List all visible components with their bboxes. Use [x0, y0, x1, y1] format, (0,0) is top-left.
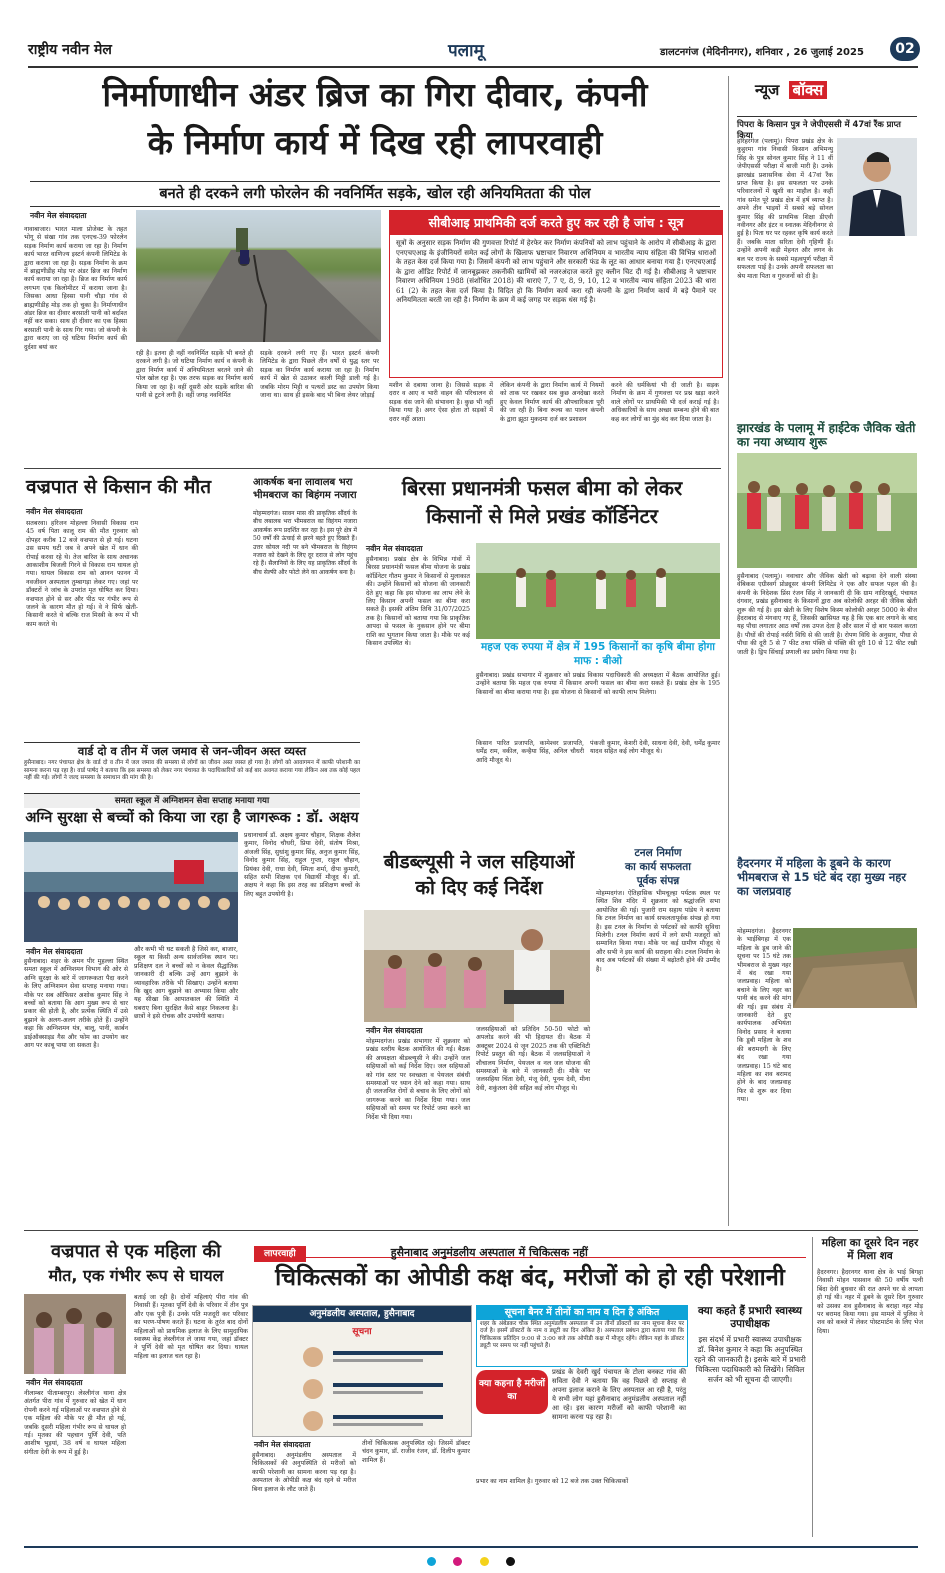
ward-text: हुसैनाबाद। नगर पंचायत क्षेत्र के वार्ड दो व तीन में जल जमाव की समस्या से लोगों का जीवन अस्त व्यस्त हो गया है। लोगों को आवागमन में काफी परेशानी का सामना करना पड़ रहा है। वार्ड पार्षद ने बताया कि इस समस्या को लेकर नगर पंचायत के पदाधिकारियों को कई बार अवगत कराया गया लेकिन अब तक कोई पहल नहीं की गई। लोगों ने जल्द समस्या के समाधान की मांग की है।	[24, 760, 360, 782]
fasal-names: किसान पारित प्रजापति, कामेश्वर प्रजापति, धर्मेंद्र राम, वकील, कन्हैया सिंह, अनिल चौधरी आदि मौजूद थे।	[476, 740, 584, 764]
lead-column-3: सड़के दरकने लगी गए हैं। भारत इस्टर्न कंपनी लिमिटेड के द्वारा पिछले तीन वर्षों से युद्ध स्तर पर सड़क का निर्माण कार्य कराया जा रहा है। निर्माण कार्य में खेत से उठाकर काली मिट्टी डाली गई है। जबकि मोरम मिट्टी व पत्थरों डस्ट का उपयोग किया जाना था। साथ ही इसके बाद भी बिना लेयर जोड़ाई	[260, 350, 379, 400]
meeting-illustration	[364, 910, 590, 1022]
news-box-label-right: बॉक्स	[789, 81, 828, 99]
thunder-byline: नवीन मेल संवाददाता	[26, 507, 83, 516]
lead-column-6: करने की धर्मकियां भी दी जाती है। सड़क निर्माण के क्रम में गुणवत्ता पर प्रश्न खड़ा करने वाले लोगों पर प्राथमिकी भी दर्ज कराई गई है। अधिकारियों के साथ अच्छा सम्बन्ध होने की बात कह कर लोगों का मुंह बंद कर दिया जाता है।	[611, 382, 719, 423]
tunnel-head-3: पूर्वक संपन्न	[636, 875, 680, 887]
fire-col3: प्रधानाचार्य डॉ. अक्षय कुमार चौहान, शिक्षक शैलेश कुमार, विनोद चौधरी, प्रिया देवी, संतोष मिश्रा, अंजली सिंह, सुधांशु कुमार सिंह, अनुज कुमार सिंह, विनोद कुमार सिंह, राहुल गुप्ता, राहुल चौहान, प्रियंका देवी, राधा देवी, स्मिता शर्मा, दीपा कुमारी, सहित सभी शिक्षक एवं विद्यार्थी मौजूद थे। डॉ. अक्षय ने कहा कि इस तरह का प्रशिक्षण बच्चों के लिए बहुत उपयोगी है।	[244, 832, 360, 898]
poster-title: अनुमंडलीय अस्पताल, हुसैनाबाद	[253, 1306, 471, 1322]
story3-text-cont	[737, 1011, 917, 1231]
fire-col1: हुसैनाबाद। शहर के अमन पीर मुहल्ला स्थित समता स्कूल में अग्निशमन विभाग की ओर से अग्नि सुरक्षा के बारे में जागरूकता पैदा करने के लिए अग्निशमन सेवा सप्ताह मनाया गया। मौके पर सब ऑफिसर अशोक कुमार सिंह ने बच्चों को बताया कि आग मुख्य रूप से चार प्रकार की होती है, और प्रत्येक स्थिति में उसे बुझाने के अलग-अलग तरीके होते हैं। उन्होंने कहा कि अग्निशमन यंत्र, बालू, पानी, कार्बन डाईऑक्साइड गैस और फोम का उपयोग कर आग पर काबू पाया जा सकता है।	[24, 958, 128, 1050]
lead-column-4: मशीन से दबाया जाना है। जिससे सड़क में दरार व आए व भारी वाहन की परिचालन से सड़क धंस जाने की संभावना है। कुछ भी नहीं किया गया है। अगर ऐसा होता तो सड़कों में दरार नहीं आता।	[389, 382, 493, 423]
footer-bar	[24, 1546, 918, 1564]
cbi-box-text: सूत्रों के अनुसार सड़क निर्माण की गुणवत्ता रिपोर्ट में हेरफेर कर निर्माण कंपनियों को लाभ पहुंचाने के आरोप में सीबीआइ के द्वारा एनएचएआइ के इंजीनियरों समेत कई लोगों के खिलाफ भ्रष्टाचार निवारण अधिनियम व भारतीय न्याय संहिता की विभिन्न धाराओं के तहत केस दर्ज किया गया है। जिसमें कंपनी को लाभ पहुंचाने और सरकारी फंड के लूट का आधार बनाया गया है। एनएचएआई के द्वारा ऑडिट रिपोर्ट में जानबूझकर तकनीकी खामियों को नजरअंदाज करते हुए क्लीन चिट दी गई है। सीबीआइ ने भ्रष्टाचार निवारण अधिनियम 1988 (संशोधित 2018) की धाराएं 7, 7 ए, 8, 9, 10, 12 व भारतीय न्याय संहिता 2023 की धारा 61 (2) के तहत केस दर्ज किया है। विदित हो कि निर्माण कार्य करा रही कंपनी के द्वारा निर्माण कार्य में बड़े पैमाने पर अनियमितता बरती जा रही है। निर्माण के क्रम में कई जगह पर सड़क धंस गई है।	[396, 239, 716, 304]
lead-byline: नवीन मेल संवाददाता	[30, 211, 87, 220]
lead-column-5: लेकिन कंपनी के द्वारा निर्माण कार्य में नियमों को ताक पर रखकर सब कुछ अनदेखा करते हुए केवल निर्माण कार्य की औपचारिकता पूरी की जा रही है। बिना रूल्स का पालन कंपनी के द्वारा झूठा मुकदमा दर्ज कर प्रशासन	[500, 382, 604, 423]
woman-death-photo	[24, 1294, 126, 1374]
yellow-mark	[480, 1557, 489, 1566]
hospital-kicker-row	[254, 1241, 806, 1258]
story1-headline: पिपरा के किसान पुत्र ने जेपीएससी में 47वां रैंक प्राप्त किया	[737, 116, 917, 141]
story1-text: हरिहरगंज (पलामू)। पिपरा प्रखंड क्षेत्र के कुहुरमा गांव निवासी किसान अभिमन्यु सिंह के पुत्र सोनल कुमार सिंह ने 11 वीं जेपीएससी परीक्षा में बाजी मारी है। उनके झारखंड प्रशासनिक सेवा में 47वां रैंक प्राप्त किया है। इस सफलता पर उनके परिवारजनों में खुशी का माहौल है। कहीं गांव समेत पूरे प्रखंड क्षेत्र में हर्ष व्याप्त है। अपने तीन भाइयों में सबसे बड़े सोनल कुमार सिंह की प्राथमिक शिक्षा डीएवी नवीनगर और इंटर व स्नातक मेदिनीनगर से हुई है। पिता घर पर रहकर कृषि कार्य करते हैं। जबकि माता सरिता देवी गृहिणी हैं। उन्होंने अपनी कड़ी मेहनत और लगन के बल पर राज्य के सबसे महत्वपूर्ण परीक्षा में सफलता पाई है। उनके अपनी सफलता का श्रेय माता पिता व गुरुजनों को दी है।	[737, 138, 833, 280]
road-photo	[136, 210, 381, 342]
waterfall-text: मोहम्मदगंज। सावन मास की प्राकृतिक सौंदर्य के बीच लबालब भरा भीमबराज का विहंगम नजारा आकर्षक रूप प्रदर्शित कर रहा है। इस पूरे क्षेत्र में 50 वर्षों की ऊंचाई से झरने बहते हुए दिखते हैं। उत्तर कोयल नदी पर बने भीमबराज के विहंगम नजारा को देखने के लिए दूर दराज से लोग पहुंच रहे हैं। सैलानियों के लिए यह प्राकृतिक सौंदर्य के बीच सेल्फी और फोटो लेने का आकर्षण बना है।	[253, 510, 357, 576]
canal-illustration	[793, 928, 917, 1008]
thunder-text: सतबरवा। हरिजन मोहल्ला निवासी विकास राम 45 वर्ष पिता कालू राम की मौत गुरुवार को दोपहर करीब 12 बजे वज्रपात से हो गई। घटना उस समय घटी जब वे अपने खेत में धान की रोपाई करवा रहे थे। तेज बारिश के साथ अचानक आकाशीय बिजली गिरने से विकास राम घायल हो गया। घायल विकास राम को आनन फानन में नवजीवन अस्पताल तुम्बागड़ा लेकर गए। जहां पर डॉक्टरों ने जांच के उपरांत मृत घोषित कर दिया। वज्रपात होने से सर और पीठ पर गंभीर रूप से जलने के कारण मौत हो गई। वे ने सिर्फ खेती-किसानी करते थे बल्कि राज मिस्त्री के रूप में भी काम करते थे।	[26, 520, 138, 628]
fasal-headline-line1: बिरसा प्रधानमंत्री फसल बीमा को लेकर	[401, 476, 683, 500]
bdo-text-2: जलसहियाओं को प्रतिदिन 50-50 फोटो को अपलोड करने की भी हिदायत दी। बैठक में अक्टूबर 2024 से जून 2025 तक की एक्टिविटी रिपोर्ट प्रस्तुत की गई। बैठक में जलसहियाओं ने शौचालय निर्माण, पेयजल व नल जल योजना की समस्याओं के बारे में जानकारी दी। मौके पर जलसहिया चिंता देवी, मंजू देवी, पूनम देवी, मीना देवी, शकुंतला देवी सहित कई लोग मौजूद थे।	[476, 1026, 590, 1092]
bdo-headline-line1: बीडब्ल्यूसी ने जल सहियाओं	[383, 851, 575, 873]
fasal-byline: नवीन मेल संवाददाता	[366, 544, 423, 553]
story3-text: मोहम्मदगंज। हैदरनगर के भाईबिगहा में एक महिला के डूब जाने की सूचना पर 15 घंटे तक भीमबराज से मुख्य नहर में बंद रखा गया जलप्रवाह। महिला को बचाने के लिए नहर का पानी बंद करने की मांग की गई। इस संबंध में जानकारी देते हुए कार्यपालक अभियंता विनोद प्रसाद ने बताया कि डूबी महिला के शव की बरामदगी के लिए बंद रखा गया जलप्रवाह। 15 घंटे बाद महिला का शव बरामद होने के बाद जलप्रवाह फिर से शुरू कर दिया गया।	[737, 928, 791, 1104]
news-box	[728, 76, 919, 1226]
hospital-text-1: हुसैनाबाद। अनुमंडलीय अस्पताल में चिकित्सकों की अनुपस्थिति से मरीजों को काफी परेशानी का सामना करना पड़ रहा है। अस्पताल के ओपीडी कक्ष बंद रहने से मरीज बिना इलाज के लौट जाते हैं।	[252, 1452, 356, 1493]
woman-death-col2: बताई जा रही है। दोनों महिलाएं पीरा गांव की निवासी हैं। मृतका पूर्णि देवी के परिवार में तीन पुत्र और एक पुत्री हैं। उनके पति मजदूरी कर परिवार का भरण-पोषण करते हैं। घटना के तुरंत बाद दोनों महिलाओं को प्राथमिक इलाज के लिए सामुदायिक स्वास्थ्य केंद्र लेस्लीगंज ले जाया गया, जहां डॉक्टर ने पूर्णि देवी को मृत घोषित कर दिया। घायल महिला का इलाज चल रहा है।	[134, 1294, 248, 1360]
dateline: डालटनगंज (मेदिनीनगर), शनिवार , 26 जुलाई 2025	[660, 47, 864, 58]
news-box-label-left: न्यूज	[755, 81, 780, 99]
hospital-headline: चिकित्सकों का ओपीडी कक्ष बंद, मरीजों को हो रही परेशानी	[275, 1263, 785, 1291]
lead-headline-line1: निर्माणाधीन अंडर ब्रिज का गिरा दीवार, कंपनी	[102, 75, 648, 114]
school-illustration	[24, 832, 238, 942]
cyan-mark	[427, 1557, 436, 1566]
section-title: पलामू	[448, 41, 484, 61]
tunnel-text: मोहम्मदगंज। ऐतिहासिक भीमचूल्हा पर्यटक स्थल पर स्थित शिव मंदिर में शुक्रवार को श्रद्धांजलि सभा आयोजित की गई। पुजारी राम सहाय पांडेय ने बताया कि टनल निर्माण का कार्य सफलतापूर्वक संपन्न हो गया है। इस टनल के निर्माण से पर्यटकों को काफी सुविधा मिलेगी। टनल निर्माण कार्य में लगे सभी मजदूरों को सम्मानित किया गया। मौके पर कई ग्रामीण मौजूद थे और सभी ने इस कार्य की सराहना की। टनल निर्माण के बाद अब पर्यटकों की संख्या में बढ़ोतरी होने की उम्मीद है।	[596, 890, 720, 973]
masthead	[28, 36, 918, 68]
fasal-headline-line2: किसानों से मिले प्रखंड कॉर्डिनेटर	[426, 504, 658, 528]
registration-marks	[24, 1551, 918, 1570]
woman-found-box	[812, 1237, 923, 1537]
poster-faces	[253, 1337, 471, 1437]
thunder-headline: वज्रपात से किसान की मौत	[26, 476, 212, 498]
hospital-text-3: प्रभार का नाम शामिल है। गुरुवार को 12 बजे तक उक्त चिकित्सकों	[476, 1478, 629, 1485]
official-box	[694, 1305, 806, 1537]
fire-byline: नवीन मेल संवाददाता	[26, 947, 83, 956]
page-number: 02	[890, 37, 920, 61]
woman-found-text: हैदरनगर। हैदरनगर थाना क्षेत्र के भाई बिगहा निवासी मोहन पासवान की 50 वर्षीय पत्नी बिंदा देवी बुधवार की रात अपने घर से लापता हो गई थी। नहर में डूबने के दूसरे दिन गुरुवार को उसका शव हुसैनाबाद के बराहा नहर मोड़ पर बरामद किया गया। इस मामले में पुलिस ने शव को कब्जे में लेकर पोस्टमार्टम के लिए भेज दिया।	[817, 1269, 923, 1335]
patient-callout-text: क्या कहना है मरीजों का	[479, 1379, 545, 1402]
field-illustration	[476, 543, 720, 639]
lead-subhead	[30, 181, 720, 207]
bdo-headline-line2: को दिए कई निर्देश	[415, 877, 543, 899]
woman-death-headline-line1: वज्रपात से एक महिला की	[51, 1241, 221, 1262]
patient-callout	[476, 1370, 548, 1414]
hospital-kicker: लापरवाही	[254, 1246, 306, 1262]
woman-death-text: नीलाम्बर पीताम्बरपुर। लेस्लीगंज थाना क्षेत्र अंतर्गत पीरा गांव में गुरुवार को खेत में धान रोपनी करने गई महिलाओं पर वज्रपात होने से एक महिला की मौके पर ही मौत हो गई, जबकि दूसरी महिला गंभीर रूप से घायल हो गई। मृतका की पहचान पूर्णि देवी, पति आशीष भुइयां, 38 वर्ष व घायल महिला संगीता देवी के रूप में हुई है।	[24, 1390, 126, 1456]
fasal-text: हुसैनाबाद। प्रखंड क्षेत्र के विभिन्न गांवों में बिरसा प्रधानमंत्री फसल बीमा योजना के प्रखंड कॉर्डिनेटर गौतम कुमार ने किसानों से मुलाकात की। उन्होंने किसानों को योजना की जानकारी देते हुए कहा कि इस योजना का लाभ लेने के लिए किसान अपनी फसल का बीमा करा सकते हैं। इसकी अंतिम तिथि 31/07/2025 तक है। किसानों को बताया गया कि प्राकृतिक आपदा से फसल के नुकसान होने पर बीमा राशि का भुगतान किया जाता है। मौके पर कई किसान उपस्थित थे।	[366, 556, 470, 648]
lead-headline-line2: के निर्माण कार्य में दिख रही लापरवाही	[147, 123, 603, 162]
tunnel-head-2: का कार्य सफलता	[625, 861, 691, 873]
fire-photo	[24, 832, 238, 942]
waterfall-headline: आकर्षक बना लावालब भरा भीमबराज का बिहंगम नजारा	[253, 477, 357, 501]
fire-headline: अग्नि सुरक्षा से बच्चों को किया जा रहा है जागरूक : डॉ. अक्षय	[25, 810, 359, 826]
tunnel-head	[596, 846, 720, 888]
lead-column-2: रही है। इतना ही नहीं नवनिर्मित सड़कें भी बनते ही दरकने लगी है। जो घटिया निर्माण कार्य व कंपनी के द्वारा निर्माण कार्य में अनियमितता बरतने जाने की पोल खोल रहा है। एक तरफ सड़क का निर्माण कार्य किया जा रहा है। वहीं दूसरी ओर सड़कें बारिश की पानी से टूटने लगी हैं। वहीं जगह नवनिर्मित	[136, 350, 253, 400]
hospital-poster	[252, 1305, 472, 1437]
tunnel-head-1: टनल निर्माण	[634, 847, 682, 859]
farmers-illustration	[737, 453, 917, 568]
story2-text: हुसैनाबाद (पलामू)। नवाचार और जैविक खेती को बढ़ावा देने वाली संस्था वेबिकस एग्रीस्वर्ग प्रोड्यूसर कंपनी लिमिटेड ने एक और सफल पहल की है। कंपनी के निदेशक प्रिंस रंजन सिंह ने जानकारी दी कि ग्राम नादिरखुर्द, पंचायत दंगवार, प्रखंड हुसैनाबाद के किसानों द्वारा अब कोलोकी अरहर की जैविक खेती शुरू की गई है। इस खेती के लिए विशेष किस्म कोलोकी अरहर 5000 के बीज हैदराबाद से मंगवाए गए हैं, जिसकी खासियत यह है कि एक बार लगाने के बाद यह पौधा लगातार आठ वर्षों तक उपज देता है और साल में दो बार फसल करता है। पौधों की रोपाई नर्सरी विधि से की जाती है। रोपण विधि के अनुसार, पौधा से पौधा की दूरी 5 से 7 फीट तथा पंक्ति से पंक्ति की दूरी 10 से 12 फीट रखी जाती है। ड्रिप सिंचाई प्रणाली का प्रयोग किया गया है।	[737, 573, 917, 656]
magenta-mark	[453, 1557, 462, 1566]
official-headline: क्या कहते हैं प्रभारी स्वास्थ्य उपाधीक्षक	[698, 1305, 802, 1330]
hospital-byline: नवीन मेल संवाददाता	[254, 1440, 311, 1449]
black-mark	[506, 1557, 515, 1566]
story3-headline: हैदरनगर में महिला के डूबने के कारण भीमबराज से 15 घंटे बंद रहा मुख्य नहर का जलप्रवाह	[737, 856, 907, 898]
ward-box	[24, 742, 360, 791]
fire-kicker	[24, 793, 360, 808]
bdo-text: मोहम्मदगंज। प्रखंड सभागार में शुक्रवार को प्रखंड स्तरीय बैठक आयोजित की गई। बैठक की अध्यक्षता बीडब्ल्यूसी ने की। उन्होंने जल सहियाओं को कई निर्देश दिए। जल सहियाओं को गांव स्तर पर स्वच्छता व पेयजल संबंधी समस्याओं पर ध्यान देने को कहा गया। साथ ही जलजनित रोगों से बचाव के लिए लोगों को जागरूक करने का निर्देश दिया गया। जल सहियाओं को समय पर रिपोर्ट जमा करने का निर्देश भी दिया गया।	[366, 1038, 470, 1121]
bdo-photo	[364, 910, 590, 1022]
woman-death-byline: नवीन मेल संवाददाता	[26, 1378, 83, 1387]
story2-farmers-photo	[737, 453, 917, 568]
road-illustration	[136, 210, 381, 342]
hospital-text-2: तीनों चिकित्सक अनुपस्थित रहे। जिसमें डॉक्टर चंदन कुमार, डॉ. राजीव रंजन, डॉ. दिलीप कुमार शामिल हैं।	[362, 1440, 470, 1464]
cbi-box	[389, 210, 723, 378]
divider	[24, 468, 721, 469]
poster-sub: सूचना	[352, 1327, 372, 1337]
thunder-text-cont	[144, 508, 246, 738]
woman-found-headline: महिला का दूसरे दिन नहर में मिला शव	[821, 1237, 919, 1262]
official-text: इस संदर्भ में प्रभारी स्वास्थ्य उपाधीक्षक डॉ. बिनेश कुमार ने कहा कि अनुपस्थित रहने की जानकारी है। इसके बारे में प्रभारी चिकित्सा पदाधिकारी को लिखेंगे। सिविल सर्जन को भी सूचना दी जाएगी।	[694, 1335, 806, 1384]
story2-headline: झारखंड के पलामू में हाईटेक जैविक खेती का नया अध्याय शुरू	[737, 421, 916, 449]
fasal-photo-text: हुसैनाबाद। प्रखंड सभागार में शुक्रवार को प्रखंड विकास पदाधिकारी की अध्यक्षता में बैठक आयोजित हुई। उन्होंने बताया कि महज एक रुपया में किसान अपनी फसल का बीमा करा सकते हैं। प्रखंड क्षेत्र के 195 किसानों का बीमा कराया गया है। इस योजना से किसानों को काफी लाभ मिलेगा।	[476, 672, 720, 696]
fasal-names-2: पंकजी कुमार, केशरी देवी, साधना देवी, देवी, धर्मेंद्र कुमार यादव सहित कई लोग मौजूद थे।	[590, 740, 720, 756]
fasal-photo	[476, 543, 720, 639]
hospital-banner-title: सूचना बैनर में तीनों का नाम व दिन है अंकित	[477, 1306, 687, 1320]
news-box-label	[755, 80, 827, 100]
fasal-photo-caption: महज एक रुपया में क्षेत्र में 195 किसानों का कृषि बीमा होगा माफ : बीओ	[480, 641, 715, 667]
lead-subhead-text: बनते ही दरकने लगी फोरलेन की नवनिर्मित सड़के, खोल रही अनियमितता की पोल	[159, 186, 591, 202]
hospital-kicker-2: हुसैनाबाद अनुमंडलीय अस्पताल में चिकित्सक नहीं	[390, 1246, 588, 1259]
story1-portrait	[837, 138, 917, 236]
hospital-banner	[476, 1305, 688, 1367]
woman-death-headline-line2: मौत, एक गंभीर रूप से घायल	[48, 1266, 224, 1285]
fire-kicker-text: समता स्कूल में अग्निशमन सेवा सप्ताह मनाया गया	[114, 796, 270, 806]
portrait-illustration	[837, 138, 917, 236]
masthead-logo: राष्ट्रीय नवीन मेल	[28, 42, 112, 58]
divider-bottom	[24, 1230, 918, 1231]
crowd-illustration	[24, 1294, 126, 1374]
patient-callout-text-body: प्रखंड के देवरी खुर्द पंचायत के टोला बनकट गांव की सविता देवी ने बताया कि वह पिछले दो सप्ताह से अपना इलाज कराने के लिए अस्पताल आ रही है, परंतु ये सभी लोग यहां हुसैनाबाद अनुमंडलीय अस्पताल नहीं आ रहे। इस कारण मरीजों को काफी परेशानी का सामना करना पड़ रहा है।	[552, 1368, 686, 1421]
bdo-byline: नवीन मेल संवाददाता	[366, 1026, 423, 1035]
ward-headline: वार्ड दो व तीन में जल जमाव से जन-जीवन अस्त व्यस्त	[77, 744, 307, 758]
story1-text-cont	[737, 239, 917, 421]
hospital-banner-text: शहर के अंबेडकर चौक स्थित अनुमंडलीय अस्पताल में उन तीनों डॉक्टरों का नाम सूचना बैनर पर दर्ज है। इसमें डॉक्टरों के नाम व ड्यूटी का दिन अंकित है। अस्पताल प्रबंधन द्वारा बताया गया कि चिकित्सक प्रतिदिन 9:00 से 3:00 बजे तक ओपीडी कक्ष में मौजूद रहेंगे। लेकिन यहां के डॉक्टर ड्यूटी पर समय पर नहीं पहुंचते हैं।	[480, 1321, 684, 1350]
story3-canal-photo	[793, 928, 917, 1008]
fire-col2: और कभी भी घट सकती है जिसे कर, बाजार, स्कूल या किसी अन्य सार्वजनिक स्थान पर। प्रशिक्षण दल ने बच्चों को न केवल सैद्धांतिक जानकारी दी बल्कि उन्हें आग बुझाने के व्यावहारिक तरीके भी सिखाए। उन्होंने बताया कि खुद आग बुझाने का अभ्यास किया और यह सीखा कि आपातकाल की स्थिति में घबराए बिना सुरक्षित कैसे बाहर निकलना है। छात्रों ने इसे रोचक और उपयोगी बताया।	[134, 946, 238, 1021]
lead-column-1: नावाबाजार। भारत माला प्रोजेक्ट के तहत भोगू से संखा गांव तक एनएच-39 फोरलेन सड़क निर्माण कार्य कराया जा रहा है। निर्माण कार्य भारत वाणिज्य इस्टर्न कंपनी लिमिटेड के द्वारा कराया जा रहा है। सड़क निर्माण के क्रम में ब्राह्मणीडीह मोड़ पर अंडर ब्रिज का निर्माण कार्य कराया जा रहा है। ब्रिज का निर्माण कार्य लगभग एक किलोमीटर में कराया जाना है। जिसका आधा हिस्सा यानी चौड़ा गांव से ब्राह्मणीडीह मोड़ तक हो चुका है। निर्माणाधीन अंडर ब्रिज का दीवार बरसाती पानी को बर्दाश्त नहीं कर सका। साथ ही दीवार का एक हिस्सा बरसाती पानी के साथ गिर गया। जो कंपनी के द्वारा कराए जा रहे घटिया निर्माण कार्य की दुर्दशा बयां कर	[24, 226, 127, 351]
cbi-box-title: सीबीआइ प्राथमिकी दर्ज करते हुए कर रही है जांच : सूत्र	[390, 211, 722, 235]
